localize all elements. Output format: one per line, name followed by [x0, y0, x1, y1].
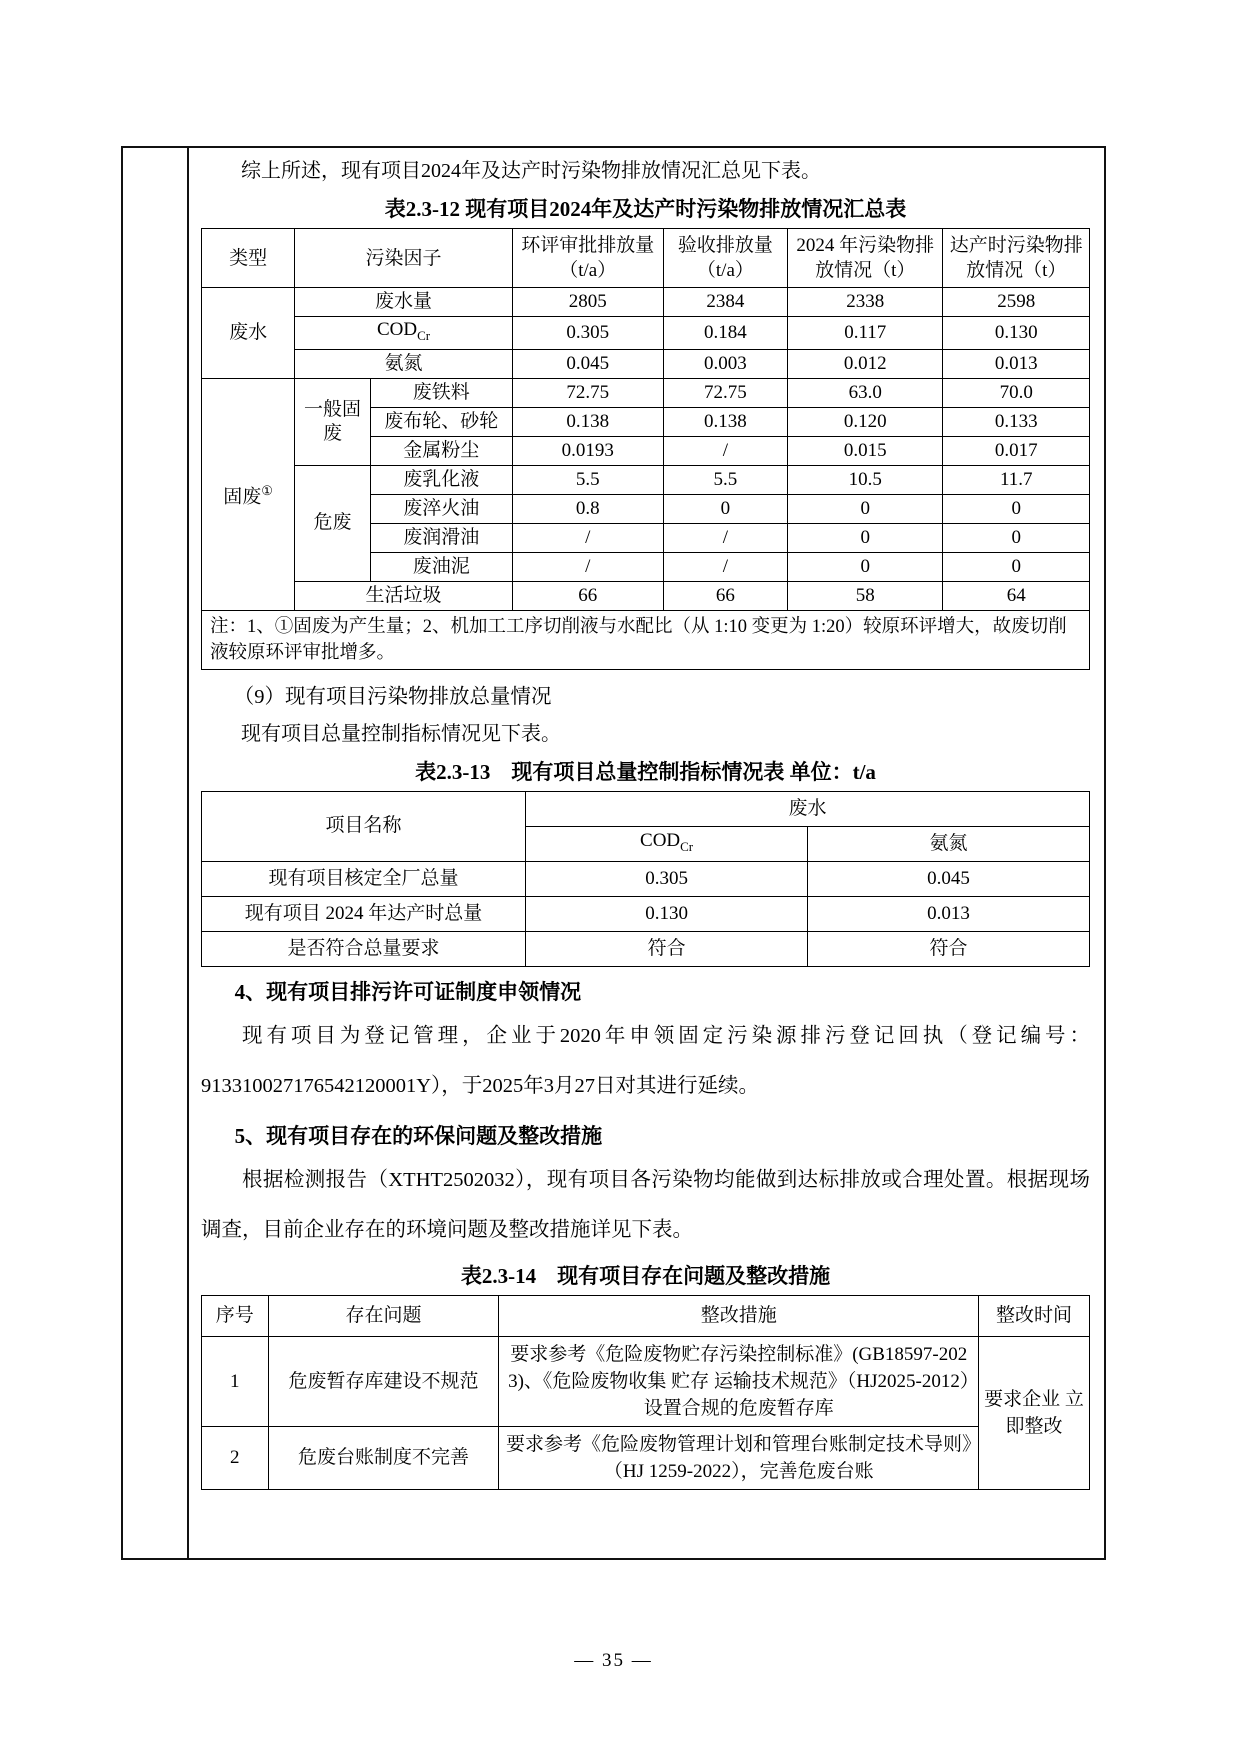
cell-value: / [512, 523, 663, 552]
table-row [202, 317, 1090, 350]
cell-value: 0.138 [663, 407, 787, 436]
cell-value: 0 [788, 494, 943, 523]
cell-value: / [512, 552, 663, 581]
row-label: 是否符合总量要求 [202, 931, 526, 966]
solid-waste-label: 固废 [223, 486, 262, 508]
cell-value: 0.045 [512, 349, 663, 378]
cell-value: 0.184 [663, 317, 787, 350]
cell-value: 0 [943, 523, 1090, 552]
table-row [202, 581, 1090, 610]
table-2-3-14-title: 表2.3-14 现有项目存在问题及整改措施 [460, 1263, 831, 1288]
factor-label: 废润滑油 [370, 523, 512, 552]
cell-value: 0.133 [943, 407, 1090, 436]
section-4-heading: 4、现有项目排污许可证制度申领情况 [234, 979, 582, 1004]
cell-value: 0.138 [512, 407, 663, 436]
cell-no: 2 [202, 1426, 269, 1489]
col-header-project-name: 项目名称 [202, 791, 526, 861]
cell-value: 符合 [808, 931, 1090, 966]
factor-label: 废布轮、砂轮 [370, 407, 512, 436]
cell-value: 0.012 [788, 349, 943, 378]
cell-value: / [663, 523, 787, 552]
cell-value: 2805 [512, 288, 663, 317]
cell-value: 0 [943, 494, 1090, 523]
cell-value: 0.305 [512, 317, 663, 350]
table-row [202, 791, 1090, 826]
table-row [202, 1426, 1090, 1489]
cell-value: 66 [663, 581, 787, 610]
cell-problem: 危废暂存库建设不规范 [268, 1336, 499, 1426]
table-row [202, 288, 1090, 317]
row-label: 现有项目核定全厂总量 [202, 861, 526, 896]
table-note: 注：1、①固废为产生量；2、机加工工序切削液与水配比（从 1:10 变更为 1:20）较原环评增大，故废切削液较原环评审批增多。 [202, 610, 1090, 669]
col-header-type: 类型 [202, 229, 295, 288]
table-2-3-12 [201, 228, 1090, 670]
table-row [202, 610, 1090, 669]
cell-value: 63.0 [788, 378, 943, 407]
row-label: 现有项目 2024 年达产时总量 [202, 896, 526, 931]
cod-base: COD [376, 319, 418, 340]
cell-value: 11.7 [943, 465, 1090, 494]
cell-value: 10.5 [788, 465, 943, 494]
cell-measure: 要求参考《危险废物贮存污染控制标准》(GB18597-2023)、《危险废物收集 贮存 运输技术规范》（HJ2025-2012）设置合规的危废暂存库 [499, 1336, 979, 1426]
frame-content [189, 148, 1104, 1558]
cell-value: 66 [512, 581, 663, 610]
col-header-deadline: 整改时间 [978, 1295, 1089, 1336]
table-row [202, 1295, 1090, 1336]
cell-value: 2598 [943, 288, 1090, 317]
table-row [202, 349, 1090, 378]
col-header-cod [526, 826, 808, 861]
cell-value: 0.013 [808, 896, 1090, 931]
group-solid-waste [202, 378, 295, 610]
subgroup-hazardous: 危废 [295, 465, 370, 581]
cell-value: 72.75 [512, 378, 663, 407]
subsection-9-body: 现有项目总量控制指标情况见下表。 [241, 722, 561, 745]
frame-left-column [123, 148, 189, 1558]
table-row [202, 861, 1090, 896]
group-header-wastewater: 废水 [526, 791, 1090, 826]
col-header-ammonia: 氨氮 [808, 826, 1090, 861]
cell-value: 72.75 [663, 378, 787, 407]
cell-value: 58 [788, 581, 943, 610]
cell-value: 0.015 [788, 436, 943, 465]
cell-value: 0.0193 [512, 436, 663, 465]
factor-label: 废水量 [295, 288, 513, 317]
cell-value: 0.117 [788, 317, 943, 350]
cell-deadline: 要求企业 立即整改 [978, 1336, 1089, 1489]
subsection-9-heading: （9）现有项目污染物排放总量情况 [233, 685, 552, 708]
intro-paragraph: 综上所述，现有项目2024年及达产时污染物排放情况汇总见下表。 [241, 160, 821, 182]
table-row [202, 1336, 1090, 1426]
table-2-3-13 [201, 791, 1090, 967]
section-5-heading: 5、现有项目存在的环保问题及整改措施 [234, 1123, 603, 1148]
col-header-accepted: 验收排放量（t/a） [663, 229, 787, 288]
group-wastewater: 废水 [202, 288, 295, 379]
cell-value: 0.130 [526, 896, 808, 931]
col-header-full-capacity: 达产时污染物排放情况（t） [943, 229, 1090, 288]
cod-subscript: Cr [417, 327, 431, 343]
cell-value: 0.305 [526, 861, 808, 896]
document-frame [121, 146, 1106, 1560]
factor-label: 废油泥 [370, 552, 512, 581]
factor-label: 废铁料 [370, 378, 512, 407]
cell-value: 64 [943, 581, 1090, 610]
col-header-no: 序号 [202, 1295, 269, 1336]
page-number: — 35 — [574, 1650, 653, 1671]
cell-value: 0.003 [663, 349, 787, 378]
factor-label: 生活垃圾 [295, 581, 513, 610]
table-2-3-13-title: 表2.3-13 现有项目总量控制指标情况表 单位：t/a [415, 759, 876, 784]
cod-base: COD [640, 829, 681, 851]
cell-value: 2384 [663, 288, 787, 317]
table-2-3-14 [201, 1295, 1090, 1490]
cell-value: 符合 [526, 931, 808, 966]
cell-value: 0 [663, 494, 787, 523]
factor-label: 废淬火油 [370, 494, 512, 523]
table-row [202, 931, 1090, 966]
cell-value: 0.130 [943, 317, 1090, 350]
col-header-2024: 2024 年污染物排放情况（t） [788, 229, 943, 288]
solid-waste-superscript: ① [261, 483, 273, 499]
cell-value: 0.120 [788, 407, 943, 436]
cell-measure: 要求参考《危险废物管理计划和管理台账制定技术导则》（HJ 1259-2022），完善危废台账 [499, 1426, 979, 1489]
factor-label: 废乳化液 [370, 465, 512, 494]
cell-value: / [663, 552, 787, 581]
table-row [202, 378, 1090, 407]
col-header-factor: 污染因子 [295, 229, 513, 288]
cell-value: 0.013 [943, 349, 1090, 378]
cell-value: 0 [943, 552, 1090, 581]
section-4-body: 现有项目为登记管理，企业于2020年申领固定污染源排污登记回执（登记编号：913310027176542120001Y），于2025年3月27日对其进行延续。 [201, 1024, 1090, 1097]
section-5-body: 根据检测报告（XTHT2502032），现有项目各污染物均能做到达标排放或合理处置。根据现场调查，目前企业存在的环境问题及整改措施详见下表。 [201, 1168, 1090, 1241]
cell-value: 0 [788, 523, 943, 552]
cell-value: 0.8 [512, 494, 663, 523]
cell-value: / [663, 436, 787, 465]
cell-value: 5.5 [663, 465, 787, 494]
cell-value: 0.045 [808, 861, 1090, 896]
factor-label: 金属粉尘 [370, 436, 512, 465]
factor-label-cod [295, 317, 513, 350]
cell-value: 70.0 [943, 378, 1090, 407]
table-2-3-12-title: 表2.3-12 现有项目2024年及达产时污染物排放情况汇总表 [384, 197, 907, 221]
col-header-approved: 环评审批排放量（t/a） [512, 229, 663, 288]
cell-no: 1 [202, 1336, 269, 1426]
factor-label: 氨氮 [295, 349, 513, 378]
cell-value: 0 [788, 552, 943, 581]
cell-problem: 危废台账制度不完善 [268, 1426, 499, 1489]
col-header-problem: 存在问题 [268, 1295, 499, 1336]
table-row [202, 896, 1090, 931]
cell-value: 0.017 [943, 436, 1090, 465]
cell-value: 2338 [788, 288, 943, 317]
table-row [202, 465, 1090, 494]
table-row [202, 229, 1090, 288]
subgroup-general-solid: 一般固废 [295, 378, 370, 465]
cod-subscript: Cr [680, 838, 694, 854]
col-header-measure: 整改措施 [499, 1295, 979, 1336]
cell-value: 5.5 [512, 465, 663, 494]
